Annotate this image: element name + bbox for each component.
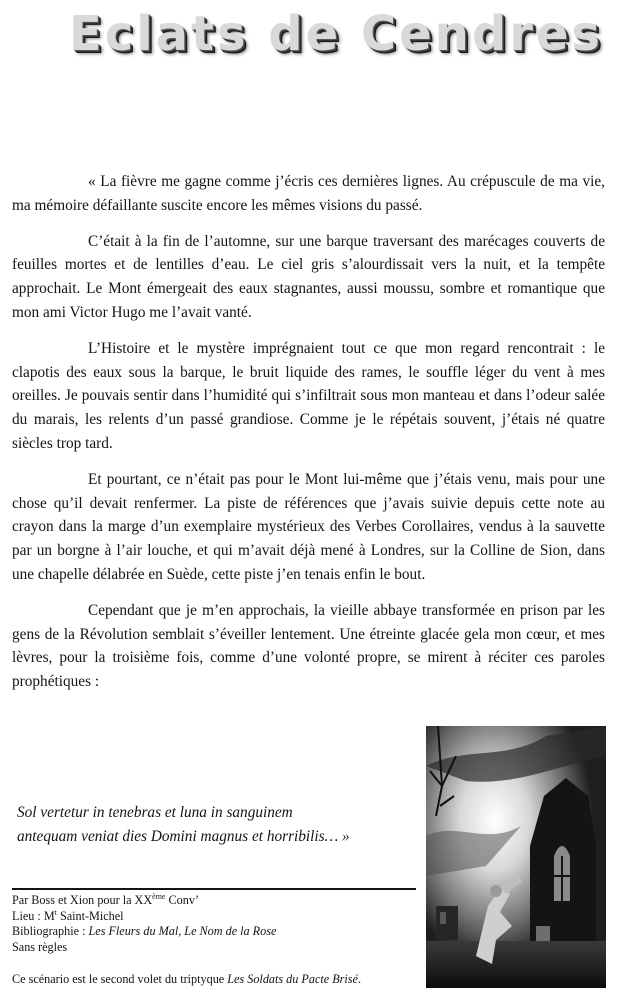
- place-text: Saint-Michel: [56, 908, 124, 923]
- credits-block: [12, 893, 420, 955]
- credits-divider: [12, 888, 416, 890]
- paragraph: L’Histoire et le mystère imprégnaient tout ce que mon regard rencontrait : le clapotis des eaux sous la barque, le bruit liquide des rames, le souffle léger du vent à mes oreilles. Je pouvais sentir dans l’humidité qui s’infiltrait sous mon manteau et dans l’odeur salée du marais, les relents d’un passé grandiose. Comme je le répétais souvent, j’étais né quatre siècles trop tard.: [12, 339, 605, 452]
- credits-rules: Sans règles: [12, 939, 68, 954]
- authors-text: Conv’: [165, 893, 199, 907]
- superscript: ème: [152, 891, 166, 901]
- paragraph: Et pourtant, ce n’était pas pour le Mont lui-même que j’étais venu, mais pour une chose qu’il devait renfermer. La piste de références que j’avais suivie depuis cette note au crayon dans la marge d’un exemplaire mystérieux des Verbes Corollaires, vendus à la sauvette par un borgne à l’air louche, et qui m’avait déjà mené à Londres, sur la Colline de Sion, dans une chapelle délabrée en Suède, cette piste j’en tenais enfin le bout.: [12, 470, 605, 583]
- credits-authors: [12, 893, 420, 909]
- authors-text: Par Boss et Xion pour la XX: [12, 893, 153, 907]
- paragraph: Cependant que je m’en approchais, la vieille abbaye transformée en prison par les gens de la Révolution semblait s’éveiller lentement. Une étreinte glacée gela mon cœur, et mes lèvres, pour la troisième fois, comme d’une volonté propre, se mirent à réciter ces paroles prophétiques :: [12, 601, 605, 691]
- page-title: Eclats de Cendres: [68, 6, 603, 62]
- note-text: Ce scénario est le second volet du triptyque: [12, 972, 228, 986]
- narrative-text: [12, 170, 605, 706]
- bibliography-label: Bibliographie :: [12, 924, 89, 938]
- bibliography-books: Les Fleurs du Mal, Le Nom de la Rose: [88, 924, 277, 938]
- place-text: Lieu : M: [12, 908, 55, 923]
- abbey-ruins-illustration: [426, 726, 606, 988]
- paragraph: « La fièvre me gagne comme j’écris ces dernières lignes. Au crépuscule de ma vie, ma mémoire défaillante suscite encore les mêmes visions du passé.: [12, 173, 605, 214]
- series-note: [12, 972, 422, 987]
- latin-quote: [17, 801, 407, 849]
- quote-line: Sol vertetur in tenebras et luna in sanguinem: [17, 804, 293, 821]
- quote-line: antequam veniat dies Domini magnus et horribilis… »: [17, 828, 350, 845]
- credits-place: [12, 909, 420, 925]
- credits-bibliography: [12, 924, 420, 940]
- note-text: .: [357, 972, 361, 986]
- superscript: t: [54, 907, 57, 917]
- paragraph: C’était à la fin de l’automne, sur une barque traversant des marécages couverts de feuilles mortes et de lentilles d’eau. Le ciel gris s’alourdissait vers la nuit, et la tempête approchait. Le Mont émergeait des eaux stagnantes, aussi moussu, sombre et romantique que mon ami Victor Hugo me l’avait vanté.: [12, 232, 605, 321]
- series-title: Les Soldats du Pacte Brisé: [227, 972, 358, 986]
